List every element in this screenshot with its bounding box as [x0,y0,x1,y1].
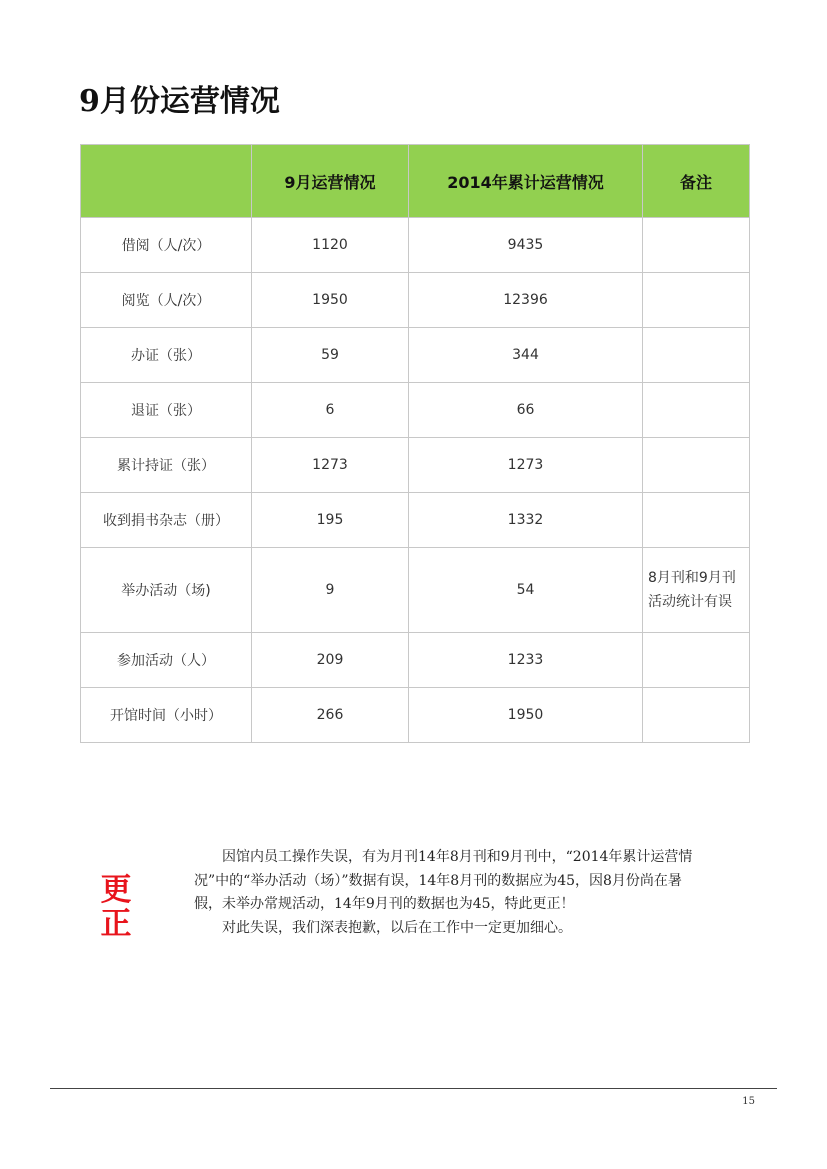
total-value: 1332 [409,493,643,548]
total-value: 9435 [409,218,643,273]
note-cell [643,328,750,383]
total-value: 1950 [409,688,643,743]
table-row [81,548,750,633]
total-value: 66 [409,383,643,438]
september-value: 195 [252,493,409,548]
row-label: 阅览（人/次） [81,273,252,328]
total-value: 344 [409,328,643,383]
table-row [81,493,750,548]
september-value: 1950 [252,273,409,328]
september-value: 1273 [252,438,409,493]
september-value: 59 [252,328,409,383]
header-cell-note: 备注 [643,145,750,218]
table-row [81,328,750,383]
note-cell [643,438,750,493]
correction-mark-char: 正 [100,906,132,942]
apology-paragraph: 对此失误，我们深表抱歉，以后在工作中一定更加细心。 [222,919,572,936]
row-label: 举办活动（场) [81,548,252,633]
note-cell [643,273,750,328]
row-label: 借阅（人/次） [81,218,252,273]
note-cell [643,688,750,743]
note-cell [643,493,750,548]
correction-paragraph: 因馆内员工操作失误，有为月刊14年8月刊和9月刊中，“2014年累计运营情况”中的“举办活动（场）”数据有误，14年8月刊的数据应为45，因8月份尚在暑假，未举办常规活动，14年9月刊的数据也为45，特此更正！ [194,849,693,912]
september-value: 9 [252,548,409,633]
table-row [81,438,750,493]
note-cell [643,383,750,438]
note-cell [643,218,750,273]
september-value: 1120 [252,218,409,273]
table-row [81,633,750,688]
header-cell-september: 9月运营情况 [252,145,409,218]
footer-divider [50,1088,777,1089]
table-row [81,218,750,273]
september-value: 209 [252,633,409,688]
row-label: 退证（张） [81,383,252,438]
row-label: 参加活动（人） [81,633,252,688]
total-value: 54 [409,548,643,633]
row-label: 收到捐书杂志（册） [81,493,252,548]
row-label: 累计持证（张） [81,438,252,493]
total-value: 12396 [409,273,643,328]
september-value: 6 [252,383,409,438]
correction-mark [98,873,134,941]
table-row [81,383,750,438]
correction-mark-char: 更 [100,872,132,908]
page-number: 15 [742,1096,755,1107]
page-title: 9月份运营情况 [79,84,280,119]
row-label: 办证（张） [81,328,252,383]
table-row [81,688,750,743]
total-value: 1233 [409,633,643,688]
correction-notice [194,846,706,940]
header-cell-item [81,145,252,218]
table-row [81,273,750,328]
note-cell [643,633,750,688]
note-cell: 8月刊和9月刊活动统计有误 [643,548,750,633]
september-value: 266 [252,688,409,743]
operations-table [80,144,750,743]
row-label: 开馆时间（小时） [81,688,252,743]
total-value: 1273 [409,438,643,493]
table-header-row [81,145,750,218]
header-cell-2014-total: 2014年累计运营情况 [409,145,643,218]
